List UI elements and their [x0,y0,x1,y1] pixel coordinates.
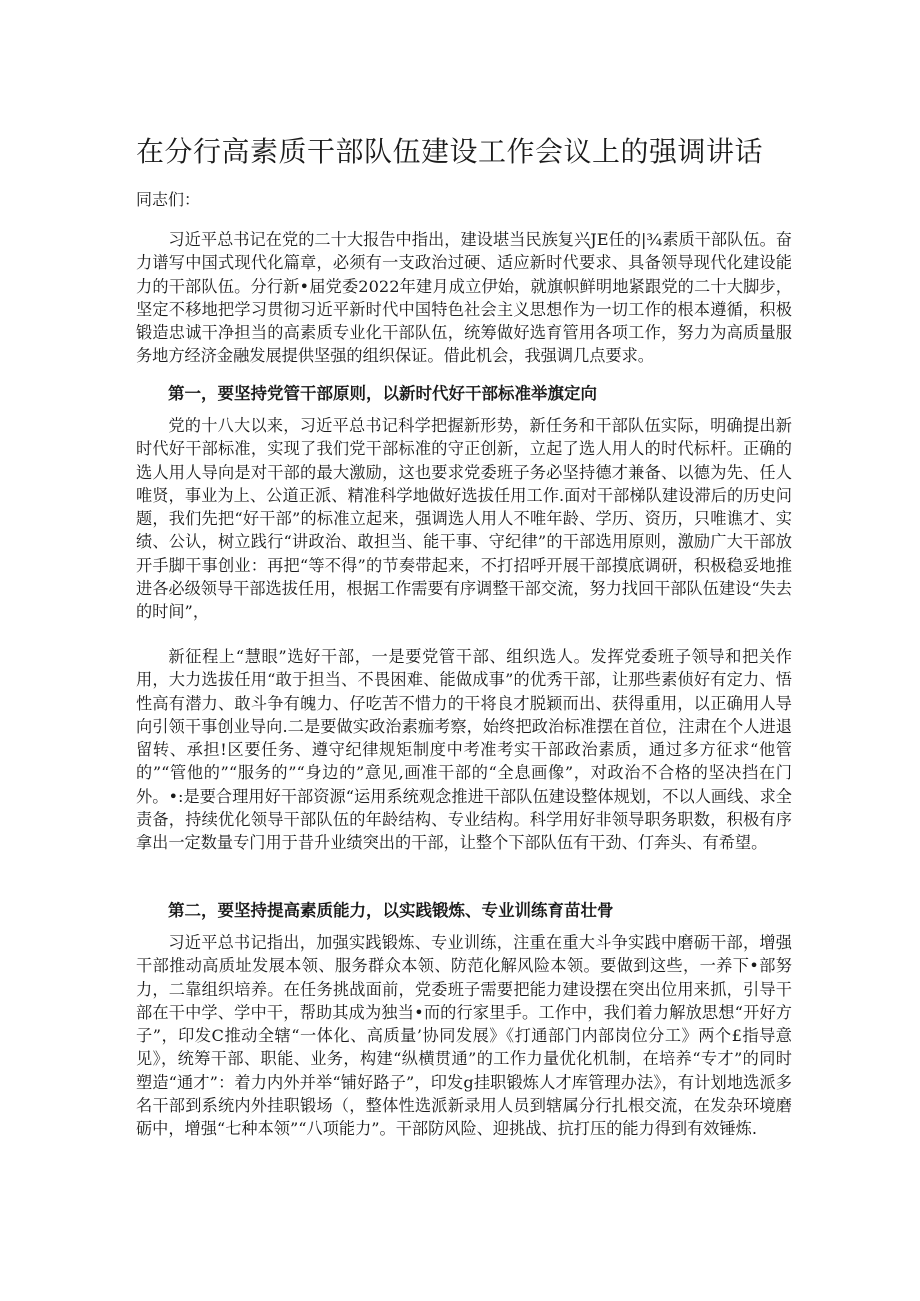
section-1-paragraph-2: 新征程上“慧眼”选好干部，一是要党管干部、组织选人。发挥党委班子领导和把关作用，大力选拔任用“敢于担当、不畏困难、能做成事”的优秀干部，让那些素侦好有定力、悟性高有潜力、敢斗争有魄力、仔吃苦不惜力的干将良才脱颖而出、获得重用，以正确用人导向引领干事创业导向.二是要做实政治素痂考察，始终把政治标准摆在首位，注肃在个人进退留转、承担!区要任务、遵守纪律规矩制度中考准考实干部政治素质，通过多方征求“他管的”“管他的”“服务的”“身边的”意见,画准干部的“全息画像”，对政治不合格的坚决挡在门外。•:是要合理用好干部资源“运用系统观念推进干部队伍建设整体规划，不以人画线、求全责备，持续优化领导干部队伍的年龄结构、专业结构。科学用好非领导职务职数，积极有序拿出一定数量专门用于昔升业绩突出的干部，让整个下部队伍有干劲、仃奔头、有希望。 [136,647,792,853]
intro-paragraph: 习近平总书记在党的二十大报告中指出，建设堪当民族复兴JE任的|¾素质干部队伍。奋力谱写中国式现代化篇章，必须有一支政治过硬、适应新时代要求、具备领导现代化建设能力的干部队伍。分行新•届党委2022年建月成立伊始，就旗帜鲜明地紧跟党的二十大脚步，坚定不移地把学习贯彻习近平新时代中国特色社会主义思想作为一切工作的根本遵循，积极锻造忠诚干净担当的高素质专业化干部队伍，统筹做好选育管用各项工作，努力为高质量服务地方经济金融发展提供坚强的组织保证。借此机会，我强调几点要求。 [136,230,792,366]
section-2-heading: 第二，要坚持提高素质能力，以实践锻炼、专业训练育苗壮骨 [168,901,614,920]
section-2-paragraph-1: 习近平总书记指出，加强实践锻炼、专业训练，注重在重大斗争实践中磨砺干部，增强干部推动高质址发展本领、服务群众本领、防范化解风险本领。要做到这些，一养下•部努力，二靠组织培养。在任务挑战面前，党委班子需要把能力建设摆在突出位用来抓，引导干部在干中学、学中干，帮助其成为独当•而的行家里手。工作中，我们着力解放思想“开好方子”，印发C推动全辖“一体化、高质量’协同发展》《打通部门内部岗位分工》两个£指导意见》，统筹干部、职能、业务，构建“纵横贯通”的工作力量优化机制，在培养“专才”的同时塑造“通才”：着力内外并举“铺好路子”，印发g挂职锻炼人才库管理办法》，有计划地选派多名干部到系统内外挂职锻场（，整体性选派新录用人员到辖属分行扎根交流，在发杂环境磨砺中，增强“七种本领”“八项能力”。干部防风险、迎挑战、抗打压的能力得到有效锤炼. [136,933,792,1139]
document-title: 在分行高素质干部队伍建设工作会议上的强调讲话 [136,135,764,168]
section-1-heading: 第一，要坚持党管干部原则，以新时代好干部标准举旗定向 [168,384,597,403]
salutation: 同志们： [136,190,201,209]
section-1-paragraph-1: 党的十八大以来，习近平总书记科学把握新形势，新任务和干部队伍实际，明确提出新时代好干部标准，实现了我们党干部标准的守正创新，立起了选人用人的时代标杆。正确的选人用人导向是对干部的最大激励，这也要求党委班子务必坚持德才兼备、以德为先、任人唯贤，事业为上、公道正派、精准科学地做好选拔任用工作.面对干部梯队建设滞后的历史问题，我们先把“好干部”的标准立起来，强调选人用人不唯年龄、学历、资历，只唯谯才、实绩、公认，树立践行“讲政治、敢担当、能干事、守纪律”的干部选用原则，激励广大干部放开手脚干事创业：再把“等不得”的节奏带起来，不打招呼开展干部摸底调研，积极稳妥地推进各必级领导干部选拔任用，根据工作需要有序调整干部交流，努力找回干部队伍建设“失去的时间”， [136,416,792,622]
